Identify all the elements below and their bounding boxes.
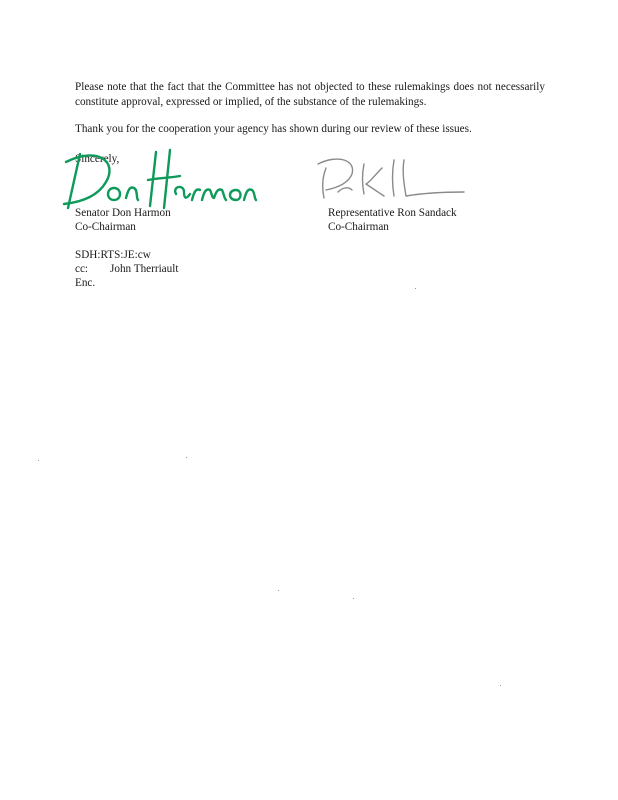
- signatory-name-sandack: Representative Ron Sandack: [328, 207, 457, 219]
- cc-recipient: John Therriault: [110, 263, 179, 275]
- scan-speck: [415, 288, 416, 289]
- closing-salutation: Sincerely,: [75, 153, 120, 165]
- signature-sandack: [308, 150, 468, 208]
- signatory-name-harmon: Senator Don Harmon: [75, 207, 171, 219]
- scan-speck: [278, 590, 279, 591]
- cc-label: cc:: [75, 263, 89, 275]
- enclosure-notation: Enc.: [75, 277, 96, 289]
- scan-speck: [500, 685, 501, 686]
- scan-speck: [353, 598, 354, 599]
- body-paragraph-thanks: Thank you for the cooperation your agency has shown during our review of these issues.: [75, 123, 472, 135]
- scan-speck: [186, 457, 187, 458]
- reference-initials: SDH:RTS:JE:cw: [75, 249, 151, 261]
- signatory-title-sandack: Co-Chairman: [328, 221, 389, 233]
- signatory-title-harmon: Co-Chairman: [75, 221, 136, 233]
- scan-speck: [38, 460, 39, 461]
- body-paragraph-approval-note: Please note that the fact that the Committee has not objected to these rulemakings does not necessarily constitute approval, expressed or implied, of the substance of the rulemakings.: [75, 81, 545, 108]
